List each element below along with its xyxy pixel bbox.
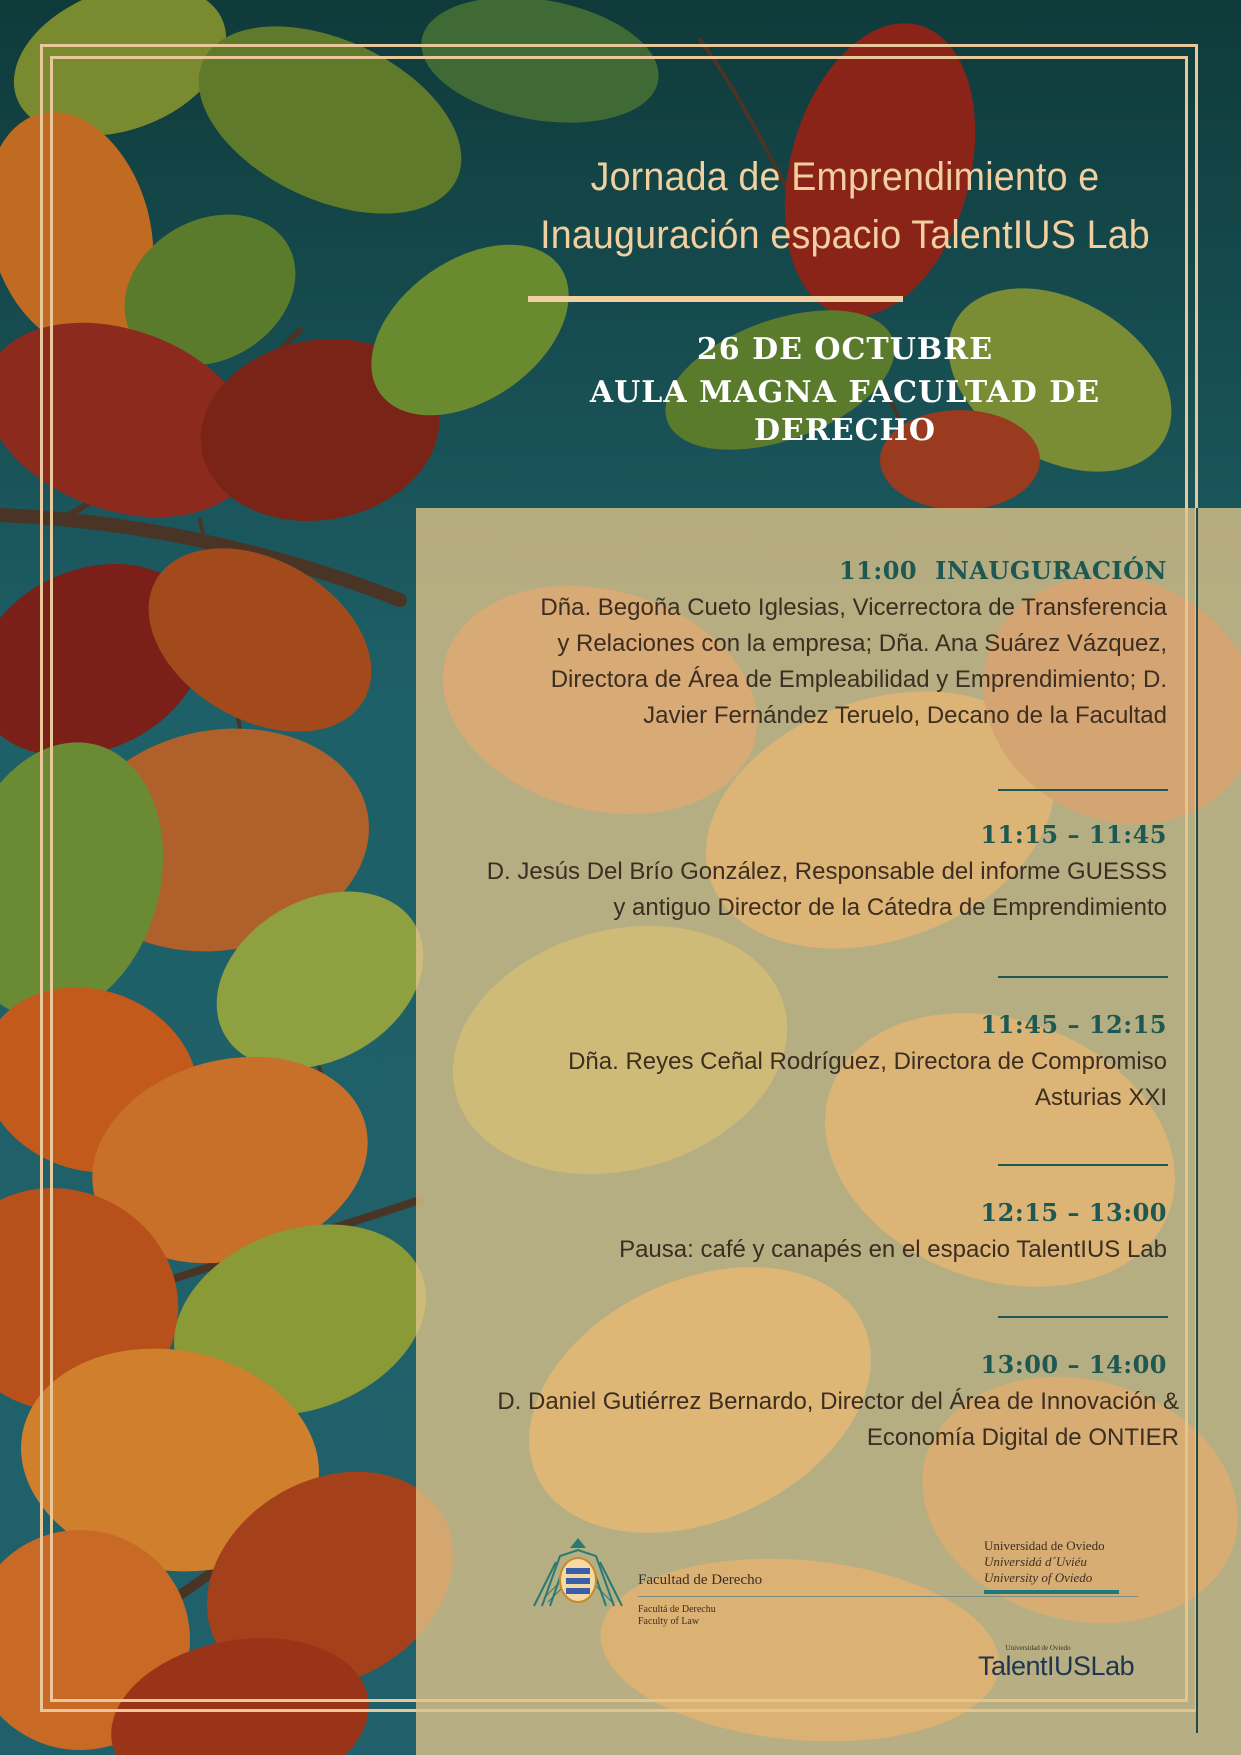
description-line: Directora de Área de Empleabilidad y Emprendimiento; D. — [550, 666, 1167, 693]
session-1115 — [487, 820, 1167, 926]
description-line: Pausa: café y canapés en el espacio TalentIUS Lab — [619, 1236, 1167, 1263]
facultad-subtitle — [638, 1604, 716, 1628]
facultad-name: Facultad de Derecho — [638, 1572, 763, 1588]
facultad-english: Faculty of Law — [638, 1616, 700, 1627]
session-time: 13:00 – 14:00 — [980, 1350, 1167, 1379]
session-1215 — [619, 1198, 1167, 1268]
session-time: 12:15 – 13:00 — [980, 1198, 1167, 1227]
session-separator — [998, 789, 1168, 791]
event-date: 26 DE OCTUBRE — [696, 332, 994, 367]
university-name-english: University of Oviedo — [984, 1570, 1093, 1585]
panel-edge-line — [1196, 508, 1198, 1733]
session-description — [619, 1232, 1167, 1268]
session-separator — [998, 1164, 1168, 1166]
venue-line: DERECHO — [753, 413, 937, 448]
facultad-asturian: Facultá de Derechu — [638, 1604, 716, 1615]
title-underline — [528, 296, 903, 302]
session-description — [487, 854, 1167, 926]
university-name: Universidad de Oviedo — [984, 1538, 1105, 1553]
description-line: D. Daniel Gutiérrez Bernardo, Director del Área de Innovación & — [497, 1388, 1179, 1415]
session-separator — [998, 976, 1168, 978]
coat-of-arms-icon — [530, 1536, 626, 1610]
session-description — [568, 1044, 1167, 1116]
description-line: Dña. Reyes Ceñal Rodríguez, Directora de Compromiso — [568, 1048, 1167, 1075]
session-separator — [998, 1316, 1168, 1318]
session-time: 11:45 – 12:15 — [980, 1010, 1167, 1039]
session-1145 — [568, 1010, 1167, 1116]
session-time-value: 11:00 — [838, 556, 918, 585]
university-accent-bar — [984, 1590, 1119, 1594]
title-line: Jornada de Emprendimiento e — [590, 155, 1100, 199]
university-name-asturian: Universidá d´Uviéu — [984, 1554, 1087, 1569]
session-inauguracion — [540, 556, 1167, 734]
talentius-university-caption: Universidad de Oviedo — [1005, 1644, 1071, 1652]
description-line: y antiguo Director de la Cátedra de Emprendimiento — [613, 894, 1167, 921]
session-description — [540, 590, 1167, 734]
title-line: Inauguración espacio TalentIUS Lab — [540, 213, 1150, 257]
session-1300 — [497, 1350, 1179, 1456]
description-line: y Relaciones con la empresa; Dña. Ana Suárez Vázquez, — [557, 630, 1167, 657]
event-venue — [520, 374, 1170, 450]
session-description — [497, 1384, 1179, 1456]
talentius-lab-logo — [978, 1644, 1138, 1684]
description-line: Javier Fernández Teruelo, Decano de la Facultad — [643, 702, 1167, 729]
talentius-wordmark: TalentIUSLab — [978, 1651, 1135, 1681]
session-time: 11:15 – 11:45 — [980, 820, 1167, 849]
event-title — [502, 148, 1188, 264]
facultad-derecho-logo — [530, 1536, 830, 1636]
description-line: Dña. Begoña Cueto Iglesias, Vicerrectora de Transferencia — [540, 594, 1167, 621]
description-line: D. Jesús Del Brío González, Responsable del informe GUESSS — [486, 858, 1167, 885]
session-title: INAUGURACIÓN — [935, 556, 1167, 585]
description-line: Asturias XXI — [1034, 1084, 1167, 1111]
universidad-oviedo-logo — [984, 1538, 1164, 1598]
venue-line: AULA MAGNA FACULTAD DE — [589, 375, 1101, 410]
session-time — [540, 556, 1167, 586]
description-line: Economía Digital de ONTIER — [866, 1424, 1179, 1451]
